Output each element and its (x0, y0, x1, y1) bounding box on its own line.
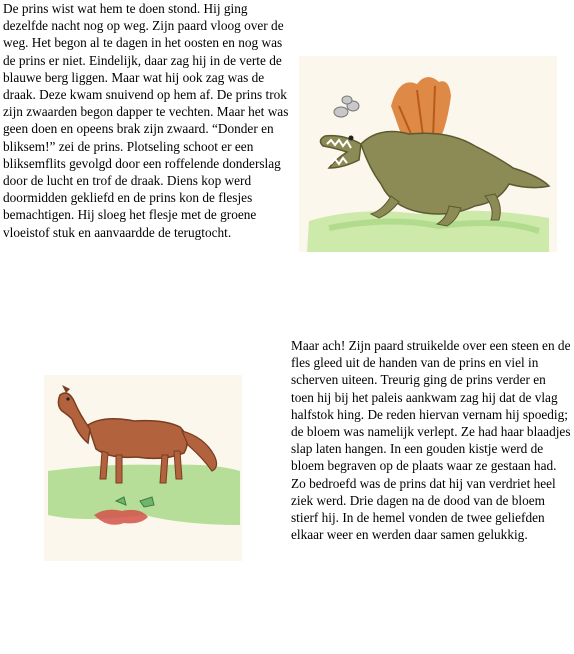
horse-drawing-icon (44, 375, 242, 561)
story-paragraph-1: De prins wist wat hem te doen stond. Hij ging dezelfde nacht nog op weg. Zijn paard vloog over de weg. Het begon al te dagen in het oosten en nog was de prins er niet. Eindelijk, daar zag hij in de verte de blauwe berg liggen. Maar wat hij ook zag was de draak. Deze kwam snuivend op hem af. De prins trok zijn zwaarden begon dapper te vechten. Maar het was geen doen en opeens brak zijn zwaard. “Donder en bliksem!” zei de prins. Plotseling schoot er een bliksemflits gevolgd door een roffelende donderslag door de lucht en trof de draak. Diens kop werd doormidden gekliefd en de prins kon de flesjes bemachtigen. Hij sloeg het flesje met de groene vloeistof stuk en aanvaardde de terugtocht. (3, 1, 289, 240)
dragon-illustration (299, 56, 557, 252)
story-paragraph-2: Maar ach! Zijn paard struikelde over een steen en de fles gleed uit de handen van de prins en viel in scherven uiteen. Treurig ging de prins verder en toen hij bij het paleis aankwam zag hij dat de vlag halfstok hing. De reden hiervan vernam hij spoedig; de bloem was namelijk verlept. Ze had haar blaadjes slap laten hangen. In een gouden kistje werd de bloem begraven op de plaats waar ze gestaan had. Zo bedroefd was de prins dat hij van verdriet heel ziek werd. Drie dagen na de dood van de bloem stierf hij. In de hemel vonden de twee geliefden elkaar weer en werden daar samen gelukkig. (291, 338, 571, 543)
dragon-drawing-icon (299, 56, 557, 252)
horse-illustration (44, 375, 242, 561)
